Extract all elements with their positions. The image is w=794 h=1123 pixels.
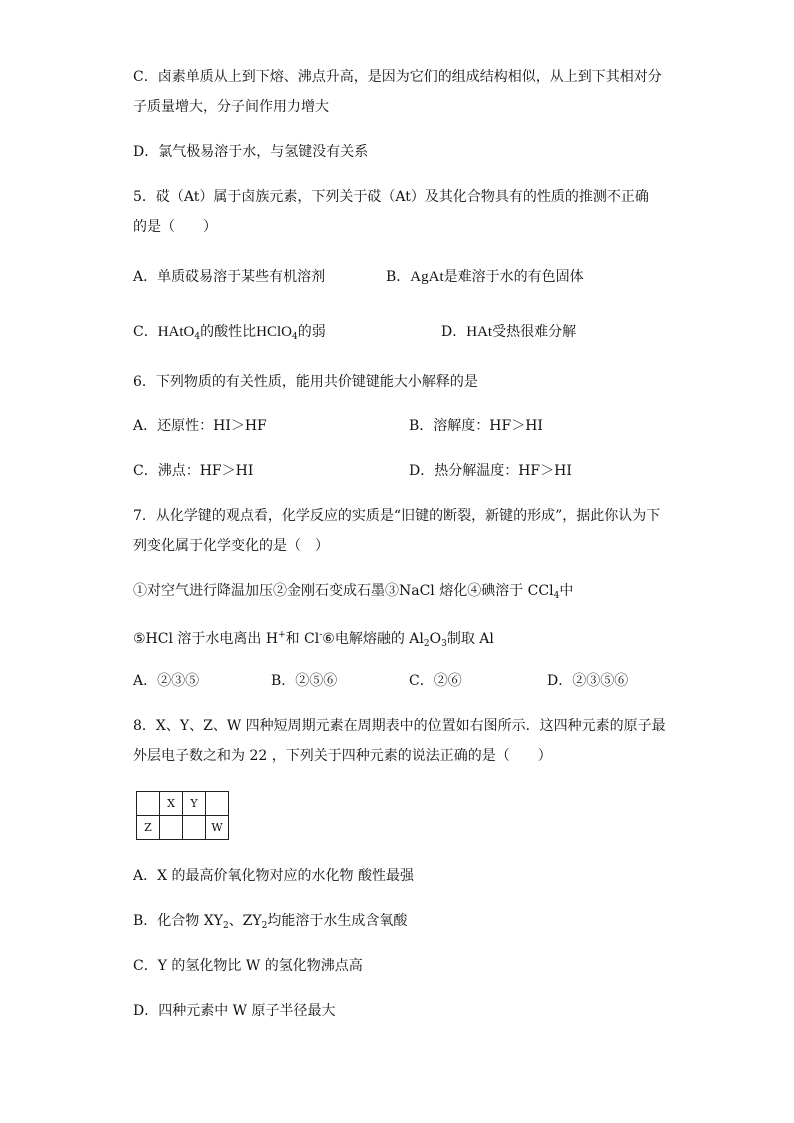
q5-option-d-suffix: 受热很难分解 [492, 324, 577, 340]
table-cell: Z [137, 816, 160, 840]
q8-option-b-sub2: 2 [261, 921, 268, 931]
q5-stem-line1: 5．砹（At）属于卤族元素，下列关于砹（At）及其化合物具有的性质的推测不正确 [133, 189, 649, 205]
q8-option-b [133, 911, 407, 936]
q5-option-c-formula2: HClO [256, 324, 292, 340]
q7-items-line2-sup2: - [319, 630, 323, 640]
q5-option-d-formula: HAt [466, 324, 493, 340]
q8-option-b-sub1: 2 [222, 921, 229, 931]
q7-items-line2-sub2: 3 [441, 639, 447, 649]
q7-stem-line2: 列变化属于化学变化的是（ ） [133, 538, 329, 554]
q5-option-b [386, 267, 584, 287]
q5-option-c-suffix: 的弱 [297, 324, 326, 340]
q5-option-c-formula1-sub: 4 [194, 332, 201, 342]
table-cell [206, 792, 229, 816]
q6-option-b: B．溶解度：HF＞HI [409, 418, 543, 434]
q7-option-a: A．②③⑤ [133, 673, 200, 689]
q7-items-line2-c: ⑥电解熔融的 Al [322, 631, 424, 647]
q5-option-d-prefix: D． [441, 324, 467, 340]
q5-option-b-formula: AgAt [410, 269, 444, 285]
q8-option-d: D．四种元素中 W 原子半径最大 [133, 1003, 336, 1019]
q7-items-line1 [133, 581, 573, 606]
q5-option-b-prefix: B． [386, 269, 411, 285]
q8-stem-line2: 外层电子数之和为 22 ，下列关于四种元素的说法正确的是（ ） [133, 748, 552, 764]
q6-option-c: C．沸点：HF＞HI [133, 463, 254, 479]
q8-option-a: A．X 的最高价氧化物对应的水化物 酸性最强 [133, 868, 414, 884]
table-cell: W [206, 816, 229, 840]
q7-items-line1-sub: 4 [553, 591, 560, 601]
q8-option-b-c: 均能溶于水生成含氧酸 [267, 913, 408, 929]
q6-option-a: A．还原性：HI＞HF [133, 418, 267, 434]
q4-option-d: D．氯气极易溶于水，与氢键没有关系 [133, 144, 369, 160]
q5-option-b-suffix: 是难溶于水的有色固体 [443, 269, 584, 285]
q7-items-line2-b: 和 Cl [285, 631, 320, 647]
q5-option-d [441, 322, 576, 342]
table-row [137, 792, 229, 816]
q8-stem-line1: 8．X、Y、Z、W 四种短周期元素在周期表中的位置如右图所示．这四种元素的原子最 [133, 718, 666, 734]
q6-stem: 6．下列物质的有关性质，能用共价键键能大小解释的是 [133, 374, 478, 390]
q7-stem-line1: 7．从化学键的观点看，化学反应的实质是“旧键的断裂，新键的形成”，据此你认为下 [133, 508, 661, 524]
q4-option-c-line2: 子质量增大，分子间作用力增大 [133, 99, 329, 115]
q5-option-c-formula2-sub: 4 [291, 332, 298, 342]
q5-option-c [133, 322, 326, 347]
table-row [137, 816, 229, 840]
q5-option-c-formula1: HAtO [157, 324, 195, 340]
q7-items-line1-end: 中 [559, 583, 574, 599]
q5-option-c-prefix: C． [133, 324, 158, 340]
q8-option-b-b: 、ZY [228, 913, 262, 929]
q7-items-line2-sup1: + [278, 630, 286, 640]
table-cell [137, 792, 160, 816]
q5-option-c-mid: 的酸性比 [200, 324, 257, 340]
table-cell: X [160, 792, 183, 816]
q7-option-b: B．②⑤⑥ [271, 673, 338, 689]
q7-items-line2 [133, 625, 494, 654]
q7-items-line1-text: ①对空气进行降温加压②金刚石变成石墨③NaCl 熔化④碘溶于 CCl [133, 583, 554, 599]
q7-items-line2-d: O [429, 631, 442, 647]
q4-option-c-line1: C．卤素单质从上到下熔、沸点升高，是因为它们的组成结构相似，从上到下其相对分 [133, 69, 662, 85]
table-cell: Y [183, 792, 206, 816]
table-cell [183, 816, 206, 840]
q8-option-c: C．Y 的氢化物比 W 的氢化物沸点高 [133, 958, 363, 974]
periodic-table-fragment [136, 791, 229, 840]
q6-option-d: D．热分解温度：HF＞HI [409, 463, 572, 479]
q7-items-line2-e: 制取 Al [446, 631, 494, 647]
q5-stem-line2: 的是（ ） [133, 219, 217, 235]
q7-option-d: D．②③⑤⑥ [547, 673, 629, 689]
q5-option-a: A．单质砹易溶于某些有机溶剂 [133, 269, 326, 285]
q7-items-line2-a: ⑤HCl 溶于水电离出 H [133, 631, 279, 647]
q7-option-c: C．②⑥ [409, 673, 462, 689]
table-cell [160, 816, 183, 840]
q7-items-line2-sub1: 2 [423, 639, 430, 649]
q8-option-b-a: B．化合物 XY [133, 913, 223, 929]
